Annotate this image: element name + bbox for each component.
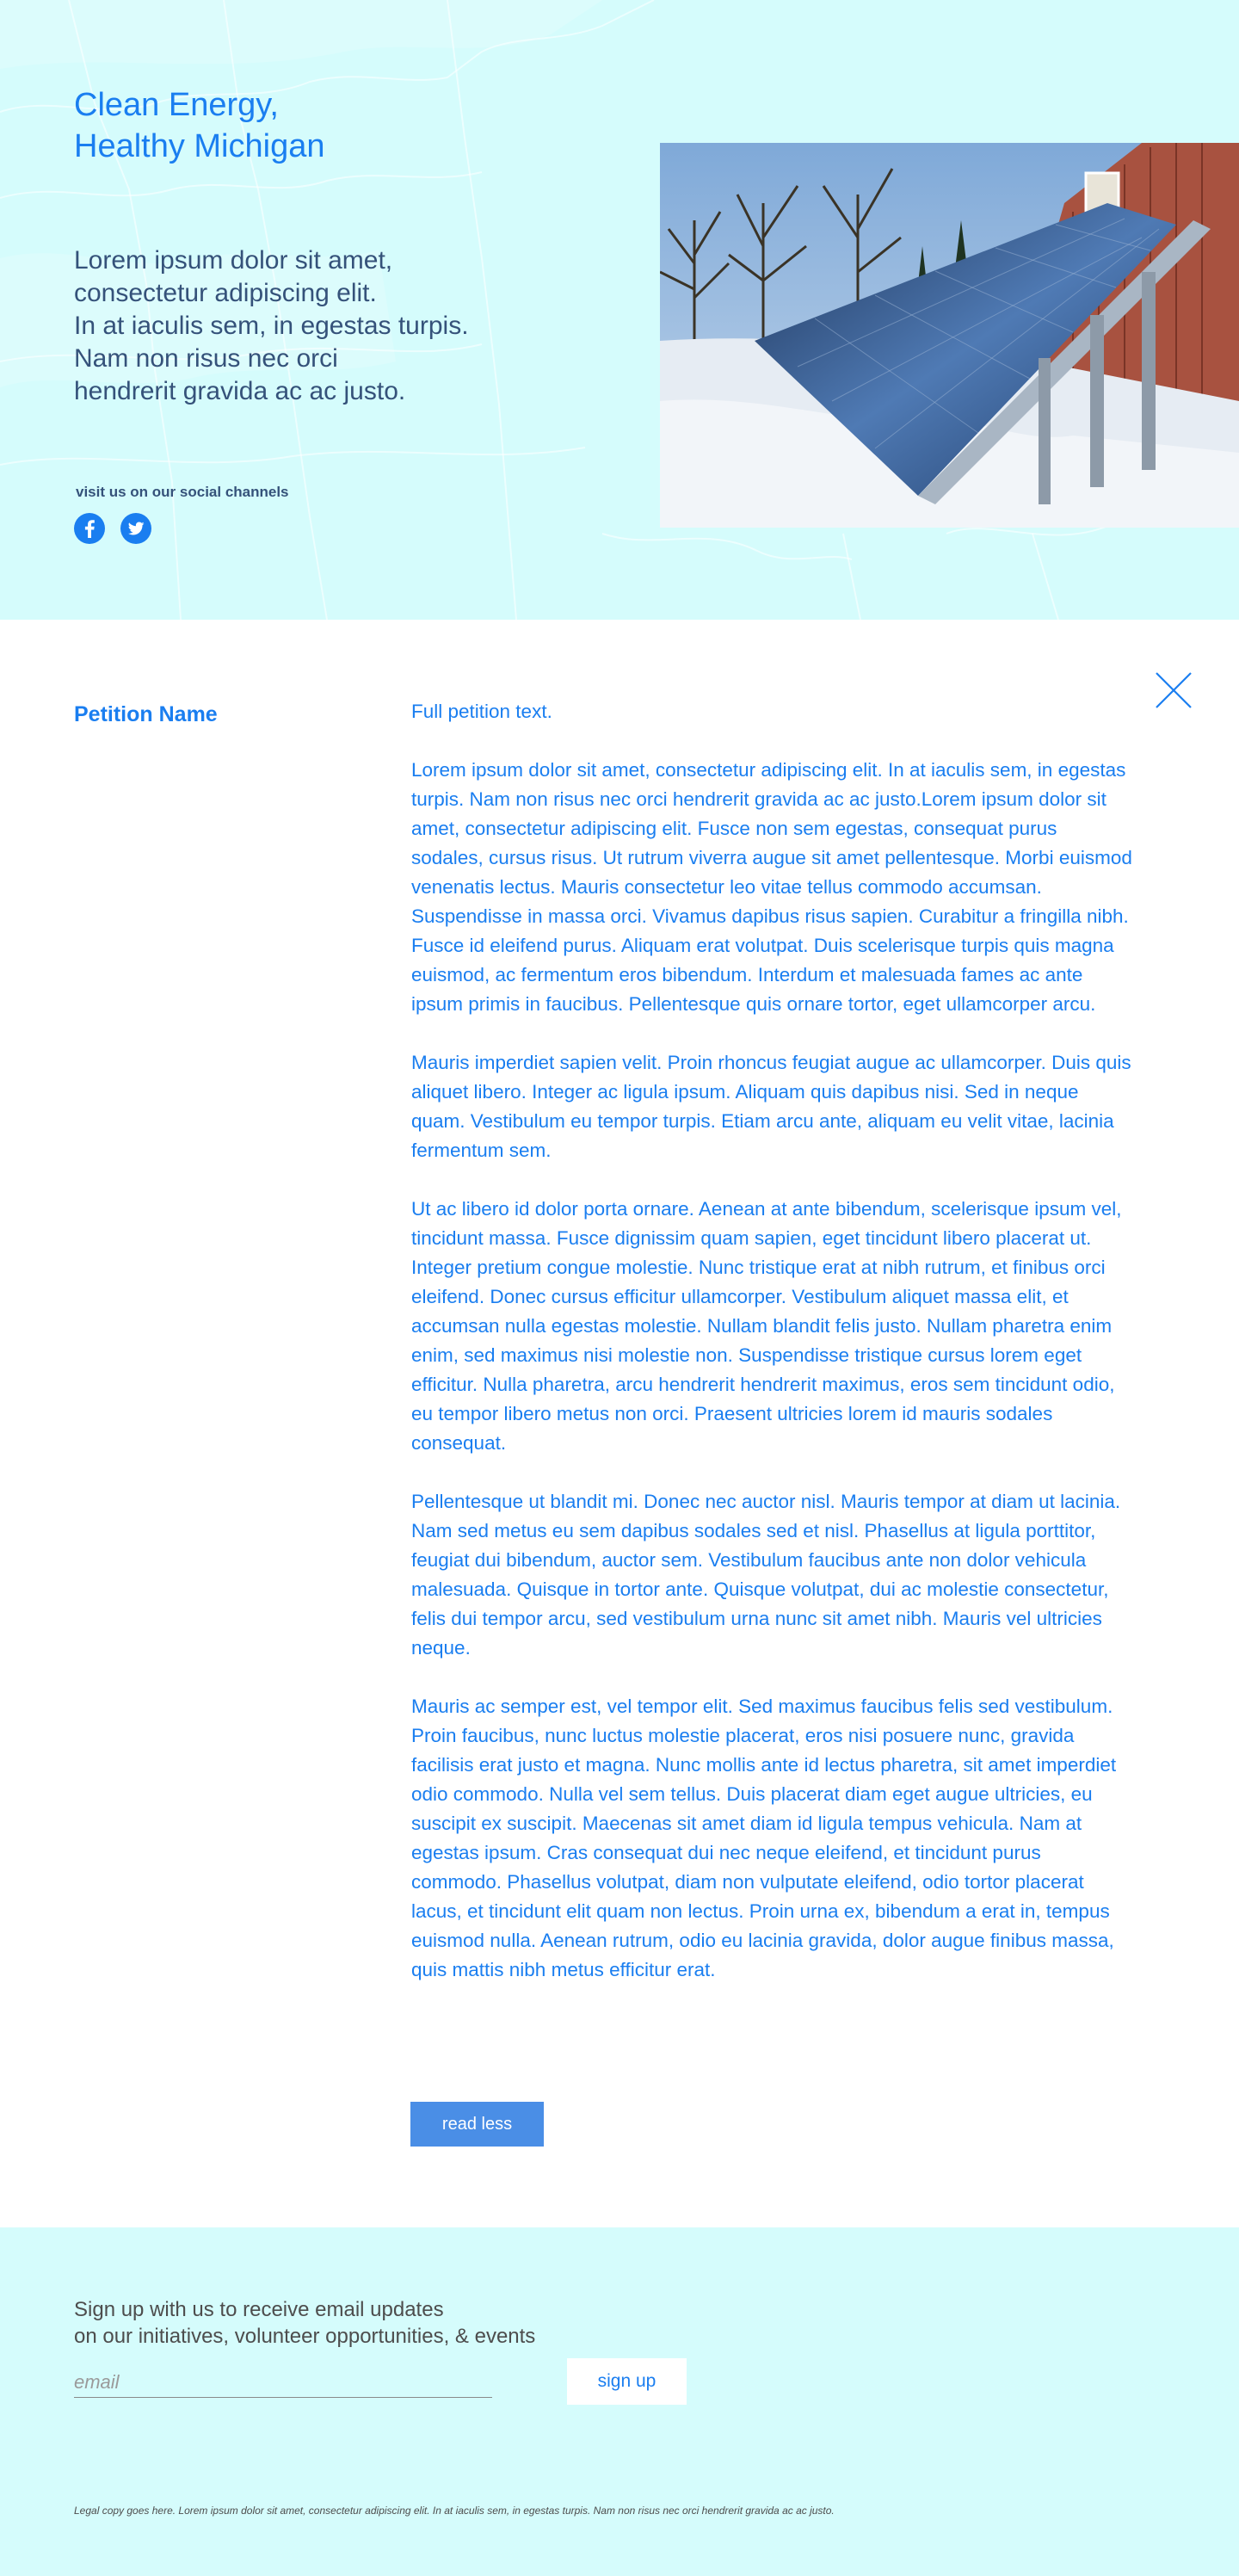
signup-line-2: on our initiatives, volunteer opportunities, & events <box>74 2325 536 2348</box>
hero-description-line: Nam non risus nec orci <box>74 344 338 373</box>
petition-paragraph: Mauris ac semper est, vel tempor elit. Sed maximus faucibus felis sed vestibulum. Proin faucibus, nunc luctus molestie placerat, eros nisi posuere nunc, gravida facilisis erat justo et magna. Nunc mollis ante id lectus pharetra, sit amet imperdiet odio commodo. Nulla vel sem tellus. Duis placerat diam eget augue ultricies, eu suscipit ex suscipit. Maecenas sit amet diam id ligula tempus vehicula. Nam at egestas ipsum. Cras consequat dui nec neque eleifend, et tincidunt purus commodo. Phasellus volutpat, diam non vulputate eleifend, odio tortor placerat lacus, et tincidunt elit quam non lectus. Proin urna ex, bibendum a erat in, tempus euismod nulla. Aenean rutrum, odio eu lacinia gravida, dolor augue finibus massa, quis mattis nibh metus efficitur erat. <box>411 1696 1117 1980</box>
hero-section <box>0 0 1239 620</box>
signup-description <box>74 2296 535 2350</box>
hero-description-line: consectetur adipiscing elit. <box>74 279 377 307</box>
petition-paragraph: Pellentesque ut blandit mi. Donec nec auctor nisl. Mauris tempor at diam ut lacinia. Nam sed metus eu sem dapibus sodales sed et nisl. Phasellus at ligula porttitor, feugiat dui bibendum, auctor sem. Vestibulum faucibus ante non dolor vehicula malesuada. Quisque in tortor ante. Quisque volutpat, dui ac molestie consectetur, felis dui tempor arcu, sed vestibulum urna nunc sit amet nibh. Mauris vel ultricies neque. <box>411 1491 1121 1659</box>
close-icon[interactable] <box>1153 670 1194 711</box>
legal-copy: Legal copy goes here. Lorem ipsum dolor sit amet, consectetur adipiscing elit. In at iaculis sem, in egestas turpis. Nam non risus nec orci hendrerit gravida ac ac justo. <box>74 2505 835 2517</box>
solar-panel-photo <box>660 143 1239 528</box>
petition-paragraph: Ut ac libero id dolor porta ornare. Aenean at ante bibendum, scelerisque ipsum vel, tincidunt massa. Fusce dignissim quam sapien, eget tincidunt libero placerat ut. Integer pretium congue molestie. Nunc tristique erat at nibh rutrum, et finibus orci eleifend. Donec cursus efficitur ullamcorper. Vestibulum aliquet massa elit, et accumsan nulla egestas molestie. Nullam blandit felis justo. Nullam pharetra enim enim, sed maximus nisi molestie non. Suspendisse tristique cursus lorem eget efficitur. Nulla pharetra, arcu hendrerit hendrerit maximus, eros sem tincidunt odio, eu tempor libero metus non orci. Praesent ultricies lorem id mauris sodales consequat. <box>411 1198 1122 1454</box>
hero-title-line-2: Healthy Michigan <box>74 128 325 164</box>
hero-title <box>74 84 324 167</box>
email-field-wrapper <box>74 2367 492 2398</box>
twitter-glyph <box>120 513 151 544</box>
email-input[interactable] <box>74 2367 492 2397</box>
facebook-glyph <box>74 513 105 544</box>
hero-description-line: hendrerit gravida ac ac justo. <box>74 377 406 405</box>
signup-footer <box>0 2227 1239 2576</box>
petition-section <box>0 620 1239 2227</box>
solar-panel-illustration <box>660 143 1239 528</box>
petition-intro: Full petition text. <box>411 701 552 722</box>
social-channels-label: visit us on our social channels <box>76 484 289 500</box>
petition-paragraph: Lorem ipsum dolor sit amet, consectetur adipiscing elit. In at iaculis sem, in egestas turpis. Nam non risus nec orci hendrerit gravida ac ac justo.Lorem ipsum dolor sit amet, consectetur adipiscing elit. Fusce non sem egestas, consequat purus sodales, cursus risus. Ut rutrum viverra augue sit amet pellentesque. Morbi euismod venenatis lectus. Mauris consectetur leo vitae tellus commodo accumsan. Suspendisse in massa orci. Vivamus dapibus risus sapien. Curabitur a fringilla nibh. Fusce id eleifend purus. Aliquam erat volutpat. Duis scelerisque turpis quis magna euismod, ac fermentum eros bibendum. Interdum et malesuada fames ac ante ipsum primis in faucibus. Pellentesque quis ornare tortor, eget ullamcorper arcu. <box>411 759 1132 1015</box>
social-icons <box>74 513 151 544</box>
hero-description-line: Lorem ipsum dolor sit amet, <box>74 246 393 275</box>
signup-line-1: Sign up with us to receive email updates <box>74 2298 444 2321</box>
facebook-icon[interactable] <box>74 513 105 544</box>
petition-name-label: Petition Name <box>74 702 218 726</box>
twitter-icon[interactable] <box>120 513 151 544</box>
petition-paragraph: Mauris imperdiet sapien velit. Proin rhoncus feugiat augue ac ullamcorper. Duis quis aliquet libero. Integer ac ligula ipsum. Aliquam quis dapibus nisi. Sed in neque quam. Vestibulum eu tempor turpis. Etiam arcu ante, aliquam eu velit vitae, lacinia fermentum sem. <box>411 1052 1131 1161</box>
hero-title-line-1: Clean Energy, <box>74 87 279 123</box>
sign-up-button[interactable]: sign up <box>567 2358 687 2405</box>
petition-full-text <box>411 697 1134 2014</box>
hero-description-line: In at iaculis sem, in egestas turpis. <box>74 312 469 340</box>
hero-description <box>74 244 556 408</box>
read-less-button[interactable]: read less <box>410 2102 544 2147</box>
